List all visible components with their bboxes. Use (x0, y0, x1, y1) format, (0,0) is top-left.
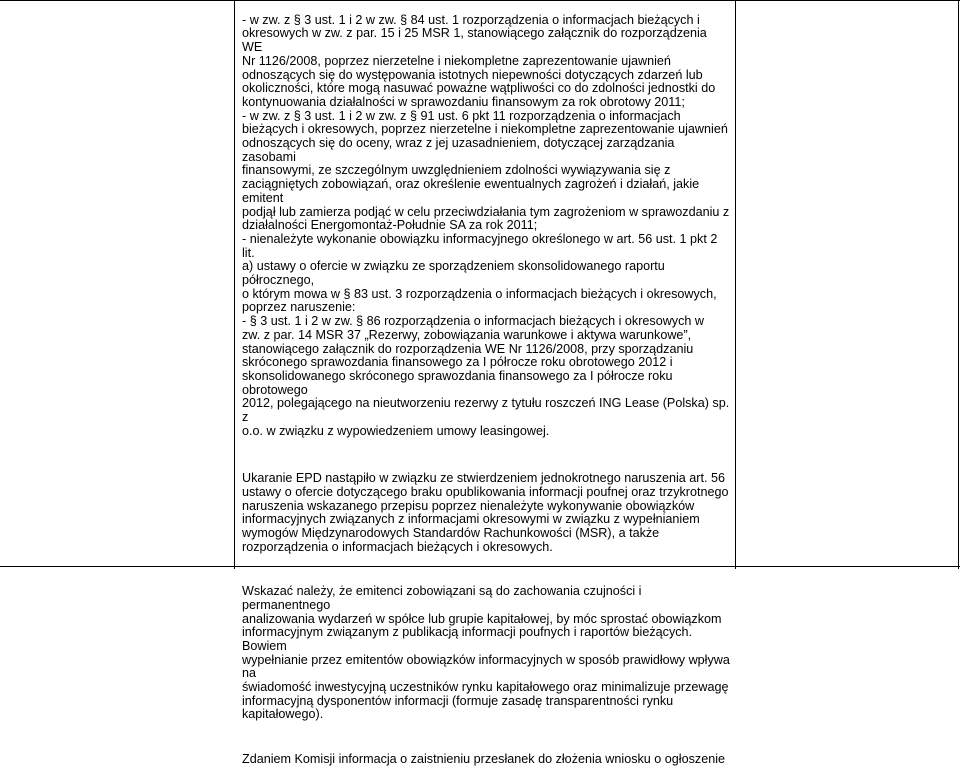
table-column-divider-left (234, 0, 235, 569)
obligations-paragraph: Wskazać należy, że emitenci zobowiązani są do zachowania czujności i permanentnego analizowania wydarzeń w spółce lub grupie kapitałowej, by móc sprostać obowiązkom informacyjnym związanym z publikacją informacji poufnych i raportów bieżących. Bowiem wypełnianie przez emitentów obowiązków informacyjnych w sposób prawidłowy wpływa na świadomość inwestycyjną uczestników rynku kapitałowego oraz minimalizuje przewagę informacyjną dysponentów informacji (formuje zasadę transparentności rynku kapitałowego). (242, 584, 730, 722)
table-right-border (958, 0, 959, 569)
commission-opinion-paragraph: Zdaniem Komisji informacja o zaistnieniu przesłanek do złożenia wniosku o ogłoszenie (242, 751, 726, 766)
penalty-paragraph: Ukaranie EPD nastąpiło w związku ze stwierdzeniem jednokrotnego naruszenia art. 56 ustawy o ofercie dotyczącego braku opublikowania informacji poufnej oraz trzykrotnego naruszenia wskazanego przepisu poprzez nienależyte wykonywanie obowiązków informacyjnych związanych z informacjami okresowymi w związku z wypełnianiem wymogów Międzynarodowych Standardów Rachunkowości (MSR), a także rozporządzenia o informacjach bieżących i okresowych. (242, 471, 729, 554)
table-column-divider-right (735, 0, 736, 569)
violations-list: - w zw. z § 3 ust. 1 i 2 w zw. § 84 ust. 1 rozporządzenia o informacjach bieżących i okresowych w zw. z par. 15 i 25 MSR 1, stanowiącego załącznik do rozporządzenia WE Nr 1126/2008, poprzez nierzetelne i niekompletne zaprezentowanie ujawnień odnoszących się do występowania istotnych niepewności dotyczących zdarzeń lub okoliczności, które mogą nasuwać poważne wątpliwości co do zdolności jednostki do kontynuowania działalności w sprawozdaniu finansowym za rok obrotowy 2011; - w zw. z § 3 ust. 1 i 2 w zw. z § 91 ust. 6 pkt 11 rozporządzenia o informacjach bieżących i okresowych, poprzez nierzetelne i niekompletne zaprezentowanie ujawnień odnoszących się do oceny, wraz z jej uzasadnieniem, dotyczącej zarządzania zasobami finansowymi, ze szczególnym uwzględnieniem zdolności wywiązywania się z zaciągniętych zobowiązań, oraz określenie ewentualnych zagrożeń i działań, jakie emitent podjął lub zamierza podjąć w celu przeciwdziałania tym zagrożeniom w sprawozdaniu z działalności Energomontaż-Południe SA za rok 2011; - nienależyte wykonanie obowiązku informacyjnego określonego w art. 56 ust. 1 pkt 2 lit. a) ustawy o ofercie w związku ze sporządzeniem skonsolidowanego raportu półrocznego, o którym mowa w § 83 ust. 3 rozporządzenia o informacjach bieżących i okresowych, poprzez naruszenie: - § 3 ust. 1 i 2 w zw. § 86 rozporządzenia o informacjach bieżących i okresowych w zw. z par. 14 MSR 37 „Rezerwy, zobowiązania warunkowe i aktywa warunkowe”, stanowiącego załącznik do rozporządzenia WE Nr 1126/2008, przy sporządzaniu skróconego sprawozdania finansowego za I półrocze roku obrotowego 2012 i skonsolidowanego skróconego sprawozdania finansowego za I półrocze roku obrotowego 2012, polegającego na nieutworzeniu rezerwy z tytułu roszczeń ING Lease (Polska) sp. z o.o. w związku z wypowiedzeniem umowy leasingowej. (242, 12, 730, 438)
document-text-cell (242, 0, 730, 780)
